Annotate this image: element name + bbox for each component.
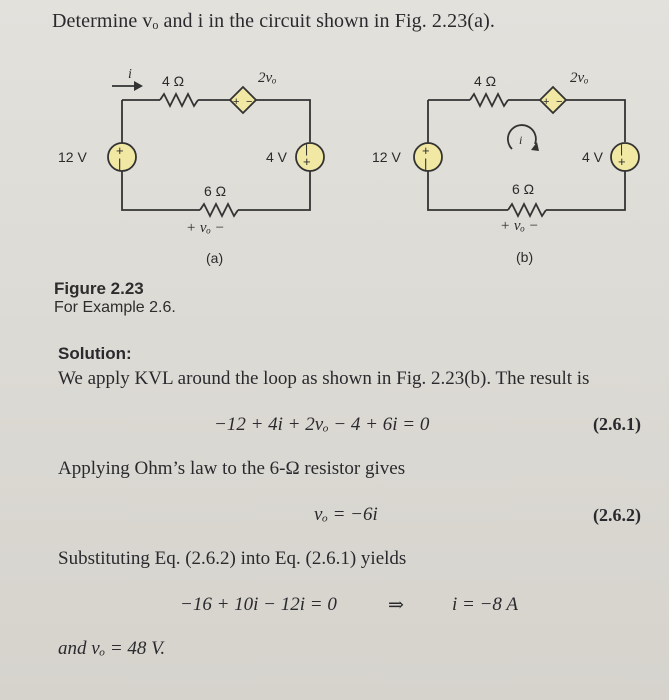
figure-title: Figure 2.23 — [54, 279, 144, 298]
resistor-4ohm-a — [160, 94, 198, 106]
equation-2-6-1: −12 + 4i + 2vₒ − 4 + 6i = 0 — [214, 414, 430, 435]
label-4v-a: 4 V — [266, 149, 288, 165]
label-4v-b: 4 V — [582, 149, 604, 165]
svg-text:+: + — [233, 96, 240, 108]
svg-text:+: + — [303, 154, 311, 169]
svg-text:|: | — [424, 156, 428, 171]
label-6ohm-b: 6 Ω — [512, 181, 535, 197]
resistor-6ohm-a — [200, 204, 238, 216]
equation-number-2-6-2: (2.6.2) — [593, 505, 641, 525]
equation-2-6-2: vₒ = −6i — [314, 504, 378, 525]
solution-heading: Solution: — [58, 344, 132, 363]
solution-line-3: Substituting Eq. (2.6.2) into Eq. (2.6.1) yields — [58, 548, 407, 569]
solution-final: and vₒ = 48 V. — [58, 638, 166, 659]
resistor-6ohm-b — [508, 204, 546, 216]
svg-text:|: | — [118, 156, 122, 171]
svg-text:−: − — [246, 96, 253, 108]
label-4ohm-b: 4 Ω — [474, 73, 497, 89]
label-6ohm-a: 6 Ω — [204, 183, 227, 199]
equation-number-2-6-1: (2.6.1) — [593, 414, 641, 434]
svg-text:−: − — [556, 96, 563, 108]
equation-3: −16 + 10i − 12i = 0 — [180, 594, 337, 615]
label-current-b: i — [519, 133, 523, 147]
label-12v-b: 12 V — [372, 149, 401, 165]
svg-text:+: + — [422, 143, 430, 158]
label-vo-b: + vₒ − — [500, 218, 539, 234]
solution-line-2: Applying Ohm’s law to the 6-Ω resistor gives — [58, 458, 406, 479]
svg-text:+: + — [618, 154, 626, 169]
panel-label-b: (b) — [516, 249, 534, 265]
label-12v-a: 12 V — [58, 149, 87, 165]
label-vo-a: + vₒ − — [186, 220, 225, 236]
svg-text:+: + — [543, 96, 550, 108]
equation-3-result: i = −8 A — [452, 594, 518, 615]
svg-text:+: + — [116, 143, 124, 158]
resistor-4ohm-b — [470, 94, 508, 106]
problem-statement: Determine vₒ and i in the circuit shown in Fig. 2.23(a). — [52, 10, 495, 32]
label-2vo-b: 2vₒ — [570, 70, 589, 86]
svg-text:|: | — [305, 142, 309, 156]
figure-caption: For Example 2.6. — [54, 299, 176, 316]
label-4ohm-a: 4 Ω — [162, 73, 185, 89]
solution-line-1: We apply KVL around the loop as shown in Fig. 2.23(b). The result is — [58, 368, 590, 389]
panel-label-a: (a) — [206, 250, 224, 266]
label-2vo-a: 2vₒ — [258, 70, 277, 86]
label-current-a: i — [128, 67, 132, 82]
circuit-diagrams — [0, 0, 669, 280]
implies-arrow: ⇒ — [388, 595, 404, 616]
svg-text:|: | — [620, 142, 624, 156]
